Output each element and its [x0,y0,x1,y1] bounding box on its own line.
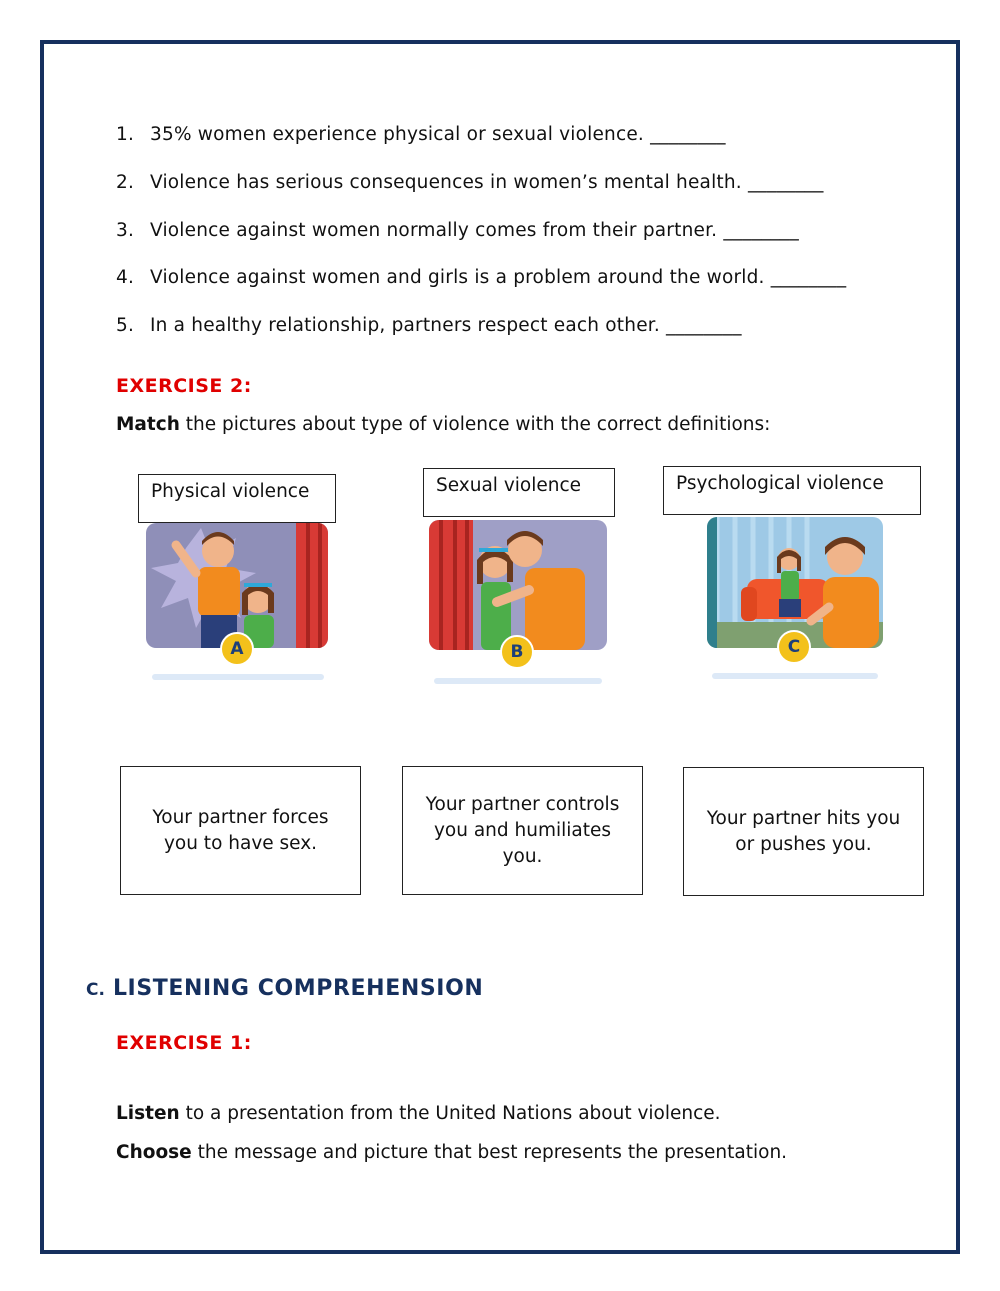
statement-1: 1. 35% women experience physical or sexual violence. ________ [116,124,726,145]
picture-b-sexual [429,520,607,650]
picture-c-psychological [707,517,883,648]
badge-b: B [500,635,534,669]
definition-box-3[interactable]: Your partner hits you or pushes you. [683,767,924,896]
exercise-2-heading: EXERCISE 2: [116,375,252,397]
label-psychological-violence[interactable]: Psychological violence [663,466,921,515]
listening-exercise-1-heading: EXERCISE 1: [116,1032,252,1054]
picture-b-underline [434,678,602,684]
statement-2: 2. Violence has serious consequences in women’s mental health. ________ [116,172,824,193]
exercise-2-instruction: Match the pictures about type of violence with the correct definitions: [116,414,771,435]
definition-box-1[interactable]: Your partner forces you to have sex. [120,766,361,895]
listen-instruction: Listen to a presentation from the United Nations about violence. [116,1103,721,1124]
choose-instruction: Choose the message and picture that best represents the presentation. [116,1142,788,1163]
label-physical-violence[interactable]: Physical violence [138,474,336,523]
statement-3: 3. Violence against women normally comes from their partner. ________ [116,220,799,241]
picture-c-underline [712,673,878,679]
statement-5: 5. In a healthy relationship, partners respect each other. ________ [116,315,742,336]
definition-box-2[interactable]: Your partner controls you and humiliates you. [402,766,643,895]
picture-a-physical [146,523,328,648]
picture-a-underline [152,674,324,680]
statement-4: 4. Violence against women and girls is a problem around the world. ________ [116,267,847,288]
badge-c: C [777,630,811,664]
label-sexual-violence[interactable]: Sexual violence [423,468,615,517]
section-c-title: C. LISTENING COMPREHENSION [86,976,484,1001]
badge-a: A [220,632,254,666]
